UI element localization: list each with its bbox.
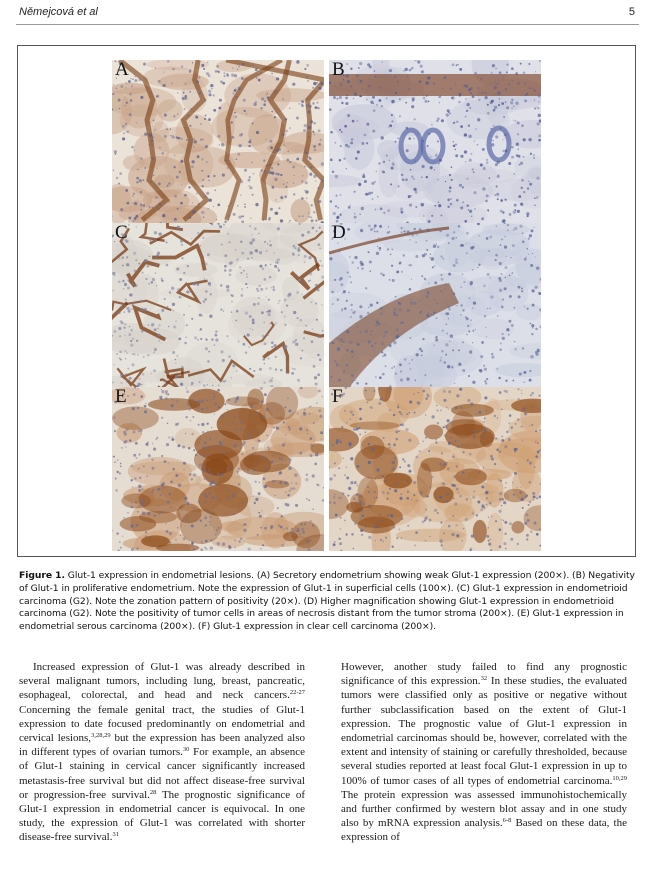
- citation-superscript: 30: [182, 746, 190, 754]
- right-paragraph: However, another study failed to find any prognostic significance of this expression.$^{32}$ In these studies, the evaluated tumors were classified only as positive or negative without further subclassification based on the extent of Glut-1 expression. The prognostic value of Glut-1 expression in endometrial carcinomas should be, however, correlated with the extent and intensity of staining or carefully thresholded, because several studies reported at least focal Glut-1 expression in up to 100% of tumor cases of all types of endometrial carcinoma.$^{10,29}$ The protein expression was assessed immunohistochemically and further confirmed by western blot assay and in one study also by mRNA expression analysis.$^{6-8}$ Based on these data, the expression of: [341, 661, 627, 844]
- citation-superscript: 32: [480, 675, 488, 683]
- citation-superscript: 22-27: [289, 689, 305, 697]
- panel-c-label: C: [115, 223, 128, 243]
- left-paragraph: Increased expression of Glut-1 was already described in several malignant tumors, including lung, breast, pancreatic, esophageal, colorectal, and head and neck cancers.$^{22-27}$ Concerning the female genital tract, the studies of Glut-1 expression to date focused predominantly on endometrial and cervical lesions,$^{3,28,29}$ but the expression has been analyzed also in different types of ovarian tumors.$^{30}$ For example, an absence of Glut-1 staining in cervical cancer significantly increased metastasis-free survival but did not affect disease-free survival or progression-free survival.$^{28}$ The prognostic significance of Glut-1 expression in endometrial cancer is equivocal. In one study, the expression of Glut-1 was correlated with shorter disease-free survival.$^{31}$: [19, 661, 306, 844]
- panel-b: [329, 60, 541, 224]
- body-column-left: [19, 660, 305, 845]
- panel-c: [112, 223, 324, 387]
- panel-d: [329, 223, 541, 387]
- panel-a-micrograph: [112, 60, 324, 224]
- citation-superscript: 6-8: [502, 817, 512, 825]
- figure-caption-label: Figure 1.: [19, 570, 65, 581]
- panel-e-label: E: [115, 387, 127, 407]
- citation-superscript: 28: [149, 788, 157, 796]
- figure-1: [17, 45, 636, 557]
- panel-e: [112, 387, 324, 551]
- panel-c-micrograph: [112, 223, 324, 387]
- panel-f-label: F: [332, 387, 343, 407]
- panel-b-micrograph: [329, 60, 541, 224]
- citation-superscript: 10,29: [612, 774, 627, 782]
- figure-caption-text: Glut-1 expression in endometrial lesions. (A) Secretory endometrium showing weak Glut-1 expression (200×). (B) Negativity of Glut-1 in proliferative endometrium. Note the expression of Glut-1 in superficial cells (100×). (C) Glut-1 expression in endometrioid carcinoma (G2). Note the zonation pattern of positivity (20×). (D) Higher magnification showing Glut-1 expression in endometrioid carcinoma (G2). Note the positivity of tumor cells in areas of necrosis distant from the tumor stroma (200×). (E) Glut-1 expression in endometrial serous carcinoma (200×). (F) Glut-1 expression in clear cell carcinoma (200×).: [19, 570, 635, 633]
- panel-d-micrograph: [329, 223, 541, 387]
- page-number: 5: [628, 6, 635, 18]
- body-column-right: [341, 660, 627, 845]
- panel-f-micrograph: [329, 387, 541, 551]
- header-rule: [16, 24, 639, 25]
- panel-f: [329, 387, 541, 551]
- panel-a-label: A: [115, 60, 129, 80]
- panel-e-micrograph: [112, 387, 324, 551]
- citation-superscript: 3,28,29: [91, 732, 111, 740]
- panel-b-label: B: [332, 60, 345, 80]
- running-head: Němejcová et al: [19, 6, 98, 18]
- panel-d-label: D: [332, 223, 346, 243]
- panel-a: [112, 60, 324, 224]
- citation-superscript: 31: [112, 831, 119, 839]
- figure-caption: [19, 570, 637, 634]
